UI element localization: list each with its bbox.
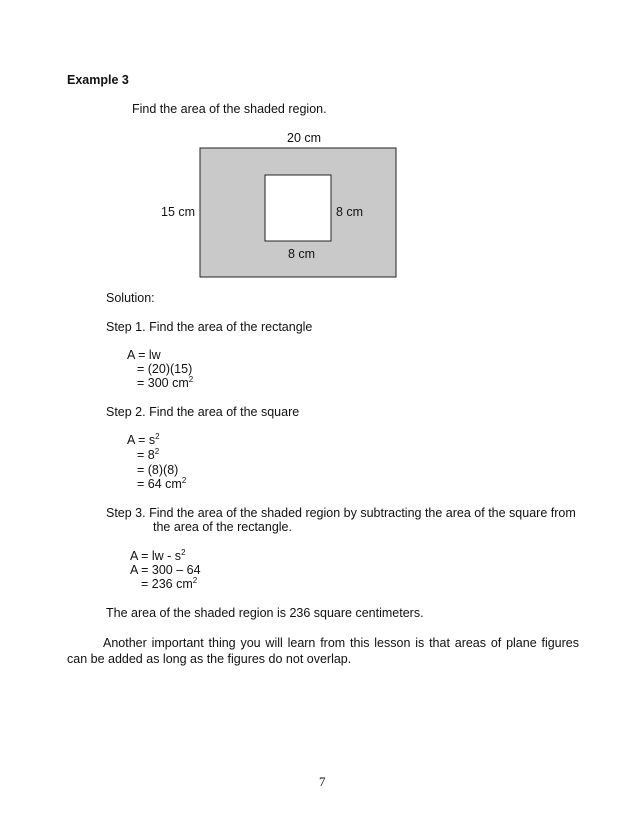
closing-paragraph: Another important thing you will learn from this lesson is that areas of plane figures can be added as long as the figures do not overlap. [67, 636, 579, 666]
step2-line2: = $8^2$ [137, 447, 160, 462]
example-prompt: Find the area of the shaded region. [132, 102, 327, 116]
step3-line3: = 236 $cm^2$ [141, 576, 198, 591]
step2-line1: $A = s^2$ [127, 432, 160, 447]
step1-line3: = 300 $cm^2$ [137, 375, 194, 390]
figure-svg [0, 0, 638, 300]
inner-height-label: 8 cm [336, 205, 364, 219]
step2-line3: = (8)(8) [137, 463, 179, 477]
example-heading: Example 3 [67, 73, 129, 87]
step3-title-line2: the area of the rectangle. [153, 520, 292, 534]
step2-title: Step 2. Find the area of the square [106, 405, 300, 419]
step1-title: Step 1. Find the area of the rectangle [106, 320, 313, 334]
step1-line1: A = lw [127, 348, 161, 362]
inner-square [265, 175, 331, 241]
step1-line2: = (20)(15) [137, 362, 193, 376]
step3-title-line1: Step 3. Find the area of the shaded region by subtracting the area of the square from [106, 506, 576, 520]
page-number: 7 [319, 774, 326, 789]
conclusion: The area of the shaded region is 236 square centimeters. [106, 606, 424, 620]
outer-width-label: 20 cm [287, 131, 322, 145]
outer-height-label: 15 cm [161, 205, 196, 219]
solution-label: Solution: [106, 291, 155, 305]
step3-line1: A = lw - $s^2$ [130, 548, 186, 563]
inner-width-label: 8 cm [288, 247, 316, 261]
step2-line4: = 64 $cm^2$ [137, 476, 187, 491]
step3-line2: A = 300 – 64 [130, 563, 201, 577]
